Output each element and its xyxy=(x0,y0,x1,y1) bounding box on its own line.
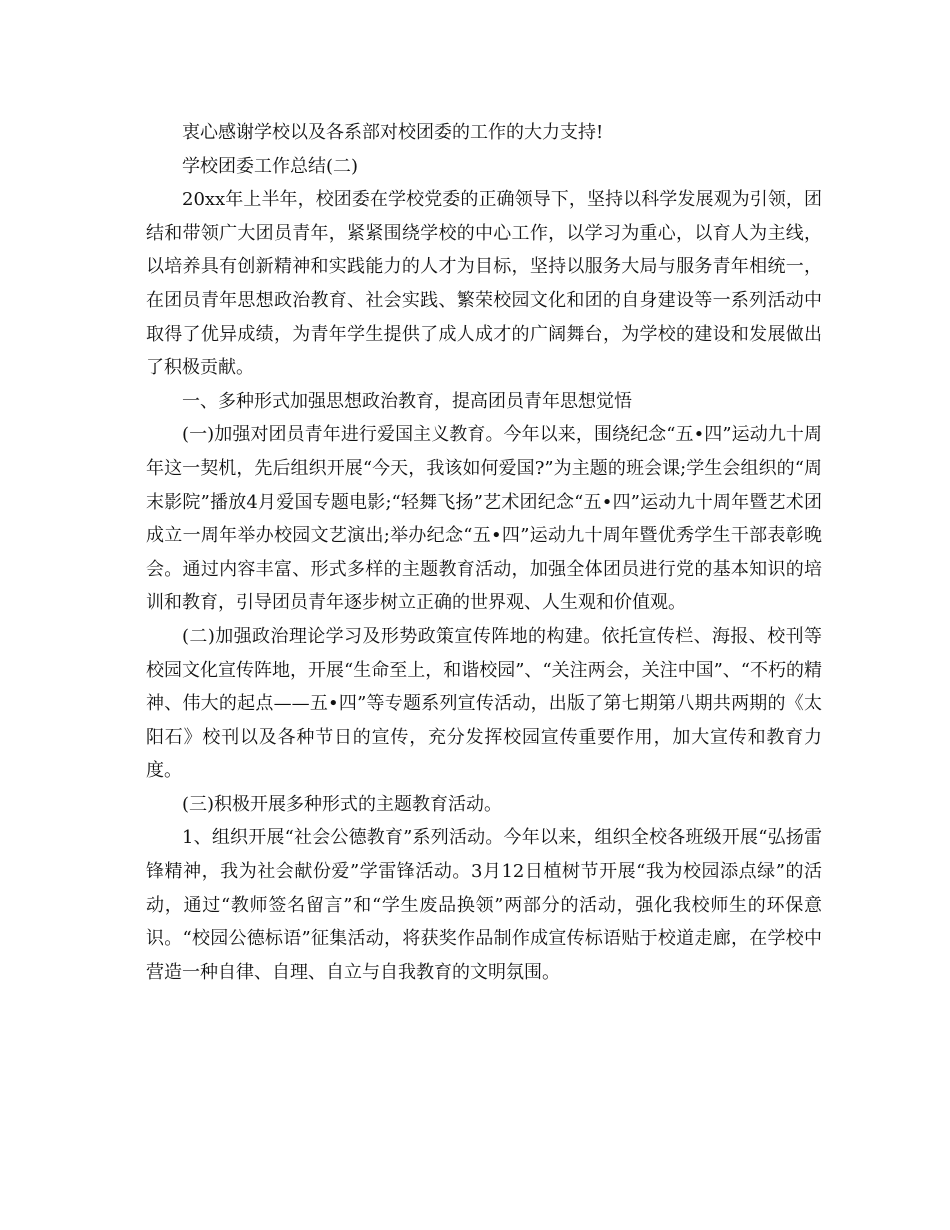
intro-paragraph: 20xx年上半年，校团委在学校党委的正确领导下，坚持以科学发展观为引领，团结和带领广大团员青年，紧紧围绕学校的中心工作，以学习为重心，以育人为主线，以培养具有创新精神和实践能力的人才为目标，坚持以服务大局与服务青年相统一，在团员青年思想政治教育、社会实践、繁荣校园文化和团的自身建设等一系列活动中取得了优异成绩，为青年学生提供了成人成才的广阔舞台，为学校的建设和发展做出了积极贡献。 xyxy=(146,189,822,379)
subheading-theme-activities: (三)积极开展多种形式的主题教育活动。 xyxy=(182,793,503,815)
paragraph-public-morality: 1、组织开展“社会公德教育”系列活动。今年以来，组织全校各班级开展“弘扬雷锋精神，我为社会献份爱”学雷锋活动。3月12日植树节开展“我为校园添点绿”的活动，通过“教师签名留言”和“学生废品换领”两部分的活动，强化我校师生的环保意识。“校园公德标语”征集活动，将获奖作品制作成宣传标语贴于校道走廊，在学校中营造一种自律、自理、自立与自我教育的文明氛围。 xyxy=(146,827,822,983)
paragraph-patriotic-education: (一)加强对团员青年进行爱国主义教育。今年以来，围绕纪念“五•四”运动九十周年这一契机，先后组织开展“今天，我该如何爱国?”为主题的班会课;学生会组织的“周末影院”播放4月爱国专题电影;“轻舞飞扬”艺术团纪念“五•四”运动九十周年暨艺术团成立一周年举办校园文艺演出;举办纪念“五•四”运动九十周年暨优秀学生干部表彰晚会。通过内容丰富、形式多样的主题教育活动，加强全体团员进行党的基本知识的培训和教育，引导团员青年逐步树立正确的世界观、人生观和价值观。 xyxy=(146,424,822,614)
closing-thanks-paragraph: 衷心感谢学校以及各系部对校团委的工作的大力支持! xyxy=(182,122,604,143)
paragraph-political-theory: (二)加强政治理论学习及形势政策宣传阵地的构建。依托宣传栏、海报、校刊等校园文化宣传阵地，开展“生命至上，和谐校园”、“关注两会，关注中国”、“不朽的精神、伟大的起点——五•四”等专题系列宣传活动，出版了第七期第八期共两期的《太阳石》校刊以及各种节日的宣传，充分发挥校园宣传重要作用，加大宣传和教育力度。 xyxy=(146,625,823,782)
heading-one: 一、多种形式加强思想政治教育，提高团员青年思想觉悟 xyxy=(182,390,632,412)
document-body xyxy=(146,116,822,989)
section-title: 学校团委工作总结(二) xyxy=(182,155,359,177)
